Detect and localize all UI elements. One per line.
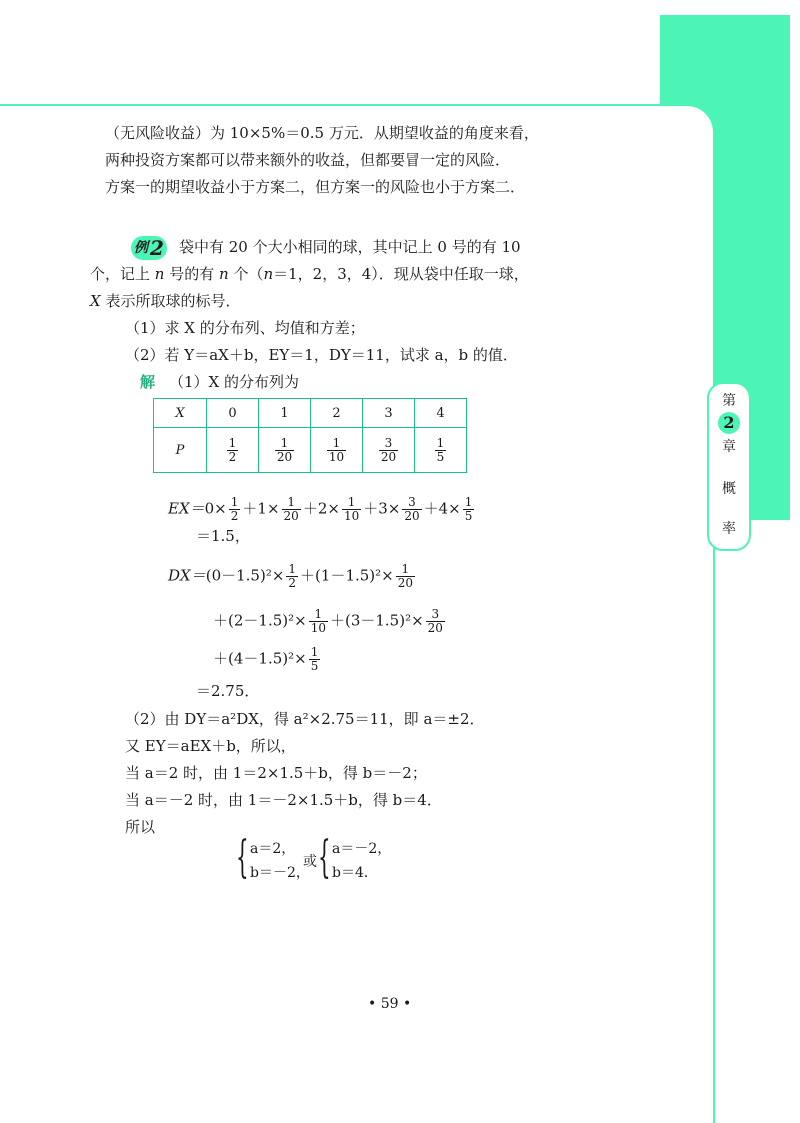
solution-label: 解	[140, 373, 156, 391]
part2-line-1: （2）由 DY＝a²DX，得 a²×2.75＝11，即 a＝±2．	[125, 710, 485, 728]
part2-line-3: 当 a＝2 时，由 1＝2×1.5＋b，得 b＝－2；	[125, 764, 427, 782]
page-number: • 59 •	[368, 996, 412, 1012]
example-line-3: X 表示所取球的标号．	[90, 292, 241, 310]
dx-formula-1: DX＝(0－1.5)²× $\frac{1}{2}$ ＋(1－1.5)²× $\frac{1}{20}$	[168, 562, 414, 590]
system2-eq-b: b＝4．	[332, 865, 378, 881]
chapter-tab	[707, 382, 751, 551]
brace-left-2: {	[318, 832, 331, 883]
solution-line-1: 解 （1）X 的分布列为	[140, 373, 300, 391]
dx-result: ＝2.75．	[196, 682, 260, 700]
brace-left-1: {	[236, 832, 249, 883]
chapter-number: 2	[718, 412, 740, 434]
table-cell: 2	[311, 399, 363, 428]
table-cell: $\frac{3}{20}$	[363, 428, 415, 473]
example-line-1: 例 2 袋中有 20 个大小相同的球，其中记上 0 号的有 10	[135, 236, 521, 260]
ex-result: ＝1.5，	[196, 527, 250, 545]
chapter-tab-chapter: 章	[722, 439, 736, 455]
dx-formula-3: ＋(4－1.5)²× $\frac{1}{5}$	[213, 645, 319, 673]
distribution-table	[153, 398, 467, 473]
dx-formula-2: ＋(2－1.5)²× $\frac{1}{10}$ ＋(3－1.5)²× $\frac{3}{20}$	[213, 607, 443, 635]
part2-line-4: 当 a＝－2 时，由 1＝－2×1.5＋b，得 b＝4．	[125, 791, 442, 809]
table-row	[154, 428, 467, 473]
system1-eq-b: b＝－2，	[250, 865, 310, 881]
chapter-tab-title-2: 率	[722, 521, 736, 537]
system1-eq-a: a＝2，	[250, 841, 296, 857]
or-word: 或	[303, 854, 317, 870]
table-cell: 1	[259, 399, 311, 428]
table-cell: $\frac{1}{5}$	[415, 428, 467, 473]
table-cell: 3	[363, 399, 415, 428]
intro-line-3: 方案一的期望收益小于方案二，但方案一的风险也小于方案二．	[105, 178, 526, 196]
chapter-tab-title-1: 概	[722, 481, 736, 497]
part2-line-2: 又 EY＝aEX＋b，所以，	[125, 737, 296, 755]
chapter-tab-top: 第	[722, 393, 736, 409]
table-cell: $\frac{1}{10}$	[311, 428, 363, 473]
table-cell: P	[154, 428, 207, 473]
question-1: （1）求 X 的分布列、均值和方差；	[125, 319, 365, 337]
table-cell: X	[154, 399, 207, 428]
table-cell: $\frac{1}{20}$	[259, 428, 311, 473]
table-cell: 4	[415, 399, 467, 428]
part2-line-5: 所以	[125, 818, 156, 836]
table-row	[154, 399, 467, 428]
intro-line-2: 两种投资方案都可以带来额外的收益，但都要冒一定的风险．	[105, 151, 511, 169]
ex-formula: EX＝0× $\frac{1}{2}$ ＋1× $\frac{1}{20}$ ＋2× $\frac{1}{10}$ ＋3× $\frac{3}{20}$ ＋4× $\frac{1}{5}$	[168, 495, 473, 523]
example-badge: 例 2	[131, 236, 167, 260]
example-line-2: 个，记上 n 号的有 n 个（n＝1，2，3，4）．现从袋中任取一球，	[90, 265, 529, 283]
system2-eq-a: a＝－2，	[332, 841, 392, 857]
intro-line-1: （无风险收益）为 10×5%＝0.5 万元．从期望收益的角度来看，	[105, 124, 539, 142]
question-2: （2）若 Y＝aX＋b，EY＝1，DY＝11，试求 a，b 的值．	[125, 346, 518, 364]
table-cell: 0	[207, 399, 259, 428]
table-cell: $\frac{1}{2}$	[207, 428, 259, 473]
